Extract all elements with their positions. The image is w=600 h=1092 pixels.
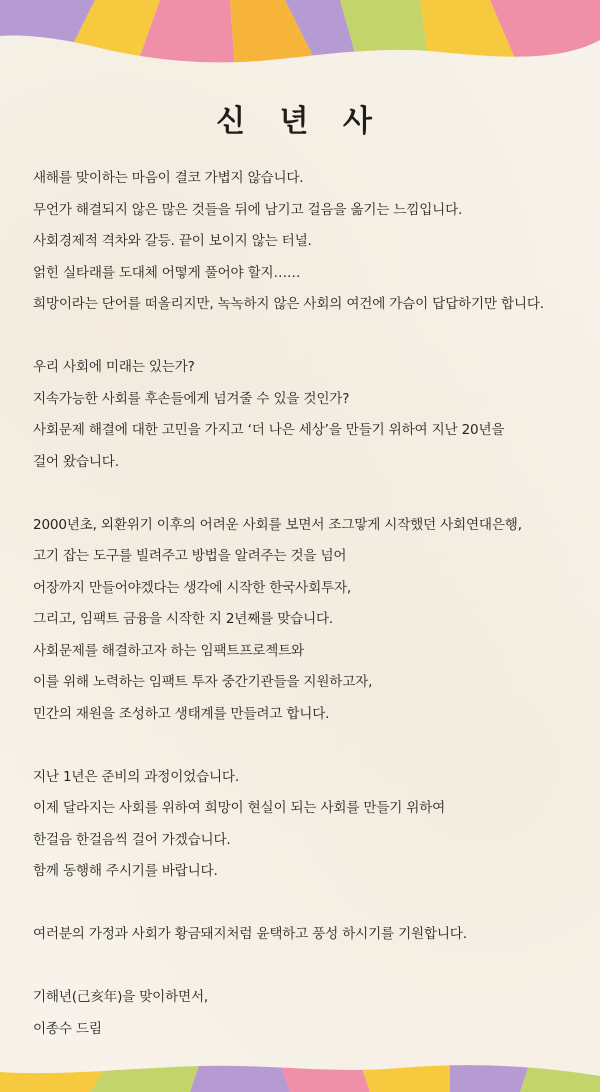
text-line: 새해를 맞이하는 마음이 결코 가볍지 않습니다. <box>33 170 304 186</box>
signature: 이종수 드림 <box>33 1020 102 1037</box>
text-line: 기해년(己亥年)을 맞이하면서, <box>33 989 209 1005</box>
letter-body <box>33 163 578 1045</box>
text-line: 우리 사회에 미래는 있는가? <box>33 359 195 375</box>
text-line: 이를 위해 노력하는 임팩트 투자 중간기관들을 지원하고자, <box>33 674 373 690</box>
text-line: 사회문제를 해결하고자 하는 임팩트프로젝트와 <box>33 642 304 659</box>
text-line: 이제 달라지는 사회를 위하여 희망이 현실이 되는 사회를 만들기 위하여 <box>33 800 446 816</box>
text-line: 지속가능한 사회를 후손들에게 넘겨줄 수 있을 것인가? <box>33 390 350 407</box>
text-line: 그리고, 임팩트 금융을 시작한 지 2년째를 맞습니다. <box>33 611 334 627</box>
text-line: 사회경제적 격차와 갈등. 끝이 보이지 않는 터널. <box>33 233 312 249</box>
text-line: 2000년초, 외환위기 이후의 어려운 사회를 보면서 조그맣게 시작했던 사회연대은행, <box>33 516 522 533</box>
text-line: 고기 잡는 도구를 빌려주고 방법을 알려주는 것을 넘어 <box>33 548 347 564</box>
text-line: 여러분의 가정과 사회가 황금돼지처럼 윤택하고 풍성 하시기를 기원합니다. <box>33 926 467 942</box>
text-line: 어장까지 만들어야겠다는 생각에 시작한 한국사회투자, <box>33 579 352 596</box>
text-line: 얽힌 실타래를 도대체 어떻게 풀어야 할지…… <box>33 264 301 281</box>
text-line: 희망이라는 단어를 떠올리지만, 녹녹하지 않은 사회의 여건에 가슴이 답답하기만 합니다. <box>33 296 544 312</box>
text-line: 걸어 왔습니다. <box>33 453 119 470</box>
text-line: 사회문제 해결에 대한 고민을 가지고 ‘더 나은 세상’을 만들기 위하여 지난 20년을 <box>33 422 505 438</box>
text-line: 함께 동행해 주시기를 바랍니다. <box>33 863 218 879</box>
text-line: 한걸음 한걸음씩 걸어 가겠습니다. <box>33 831 231 848</box>
text-line: 민간의 재원을 조성하고 생태계를 만들려고 합니다. <box>33 705 330 722</box>
text-line: 무언가 해결되지 않은 많은 것들을 뒤에 남기고 걸음을 옮기는 느낌입니다. <box>33 201 463 218</box>
page-title: 신 년 사 <box>216 104 384 139</box>
text-line: 지난 1년은 준비의 과정이었습니다. <box>33 768 239 785</box>
bottom-decoration <box>0 1062 600 1092</box>
top-decoration <box>0 0 600 70</box>
